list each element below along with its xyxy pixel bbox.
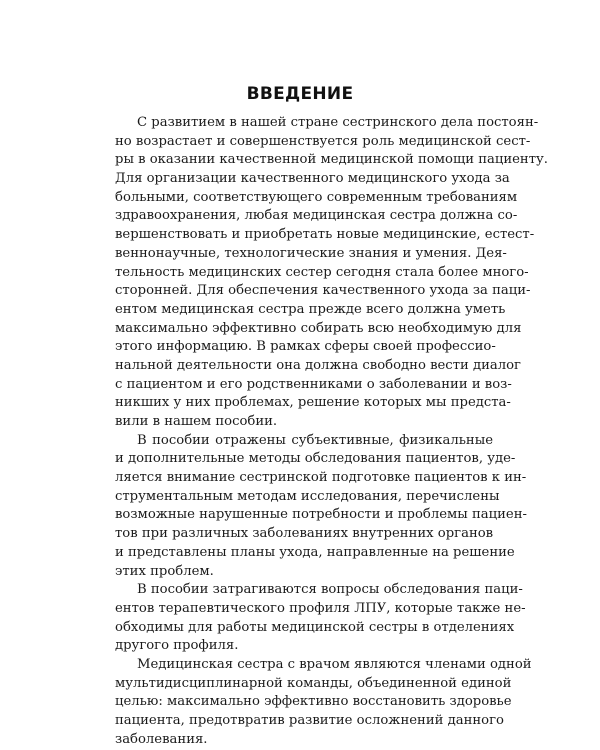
body-text [115,114,548,749]
text-line: и представлены планы ухода, направленные на решение [115,544,515,560]
text-line: В пособии затрагиваются вопросы обследования паци- [137,582,523,598]
text-line: тельность медицинских сестер сегодня стала более много- [115,264,529,280]
text-line: никших у них проблемах, решение которых мы предста- [115,395,511,411]
paragraph-1 [115,114,548,432]
text-line: Медицинская сестра с врачом являются членами одной [137,656,532,672]
text-line: веннонаучные, технологические знания и умения. Дея- [115,245,507,261]
text-line: максимально эффективно собирать всю необходимую для [115,320,522,336]
text-line: этих проблем. [115,563,214,579]
text-line: сторонней. Для обеспечения качественного ухода за паци- [115,283,531,299]
text-line: тов при различных заболеваниях внутренних органов [115,526,494,542]
text-line: В пособии отражены субъективные, физикальные [137,432,493,448]
text-line: С развитием в нашей стране сестринского дела постоян- [137,115,539,130]
text-line: обходимы для работы медицинской сестры в отделениях [115,619,515,635]
chapter-title: ВВЕДЕНИЕ [246,84,354,104]
paragraph-3 [115,581,526,656]
text-line: целью: максимально эффективно восстановить здоровье [115,694,512,710]
text-line: ры в оказании качественной медицинской помощи пациенту. [115,152,548,168]
text-line: струментальным методам исследования, перечислены [115,488,500,504]
paragraph-2 [115,432,527,582]
text-line: мультидисциплинарной команды, объединенной единой [115,675,512,691]
text-line: заболевания. [115,731,208,747]
text-line: вили в нашем пособии. [115,414,278,429]
text-line: здравоохранения, любая медицинская сестра должна со- [115,208,518,224]
text-line: ентов терапевтического профиля ЛПУ, которые также не- [115,600,526,616]
paragraph-4 [115,656,532,749]
text-line: Для организации качественного медицинского ухода за [115,171,510,187]
text-line: другого профиля. [115,638,239,654]
text-line: возможные нарушенные потребности и проблемы пациен- [115,507,527,523]
text-line: вершенствовать и приобретать новые медицинские, естест- [115,227,535,243]
text-line: но возрастает и совершенствуется роль медицинской сест- [115,133,531,149]
text-line: пациента, предотвратив развитие осложнений данного [115,713,504,728]
text-line: и дополнительные методы обследования пациентов, уде- [115,451,516,467]
text-line: больными, соответствующего современным требованиям [115,189,518,205]
text-line: с пациентом и его родственниками о заболевании и воз- [115,376,512,392]
text-line: ентом медицинская сестра прежде всего должна уметь [115,301,506,317]
text-line: ляется внимание сестринской подготовке пациентов к ин- [115,470,527,486]
text-line: нальной деятельности она должна свободно вести диалог [115,357,521,373]
text-line: этого информацию. В рамках сферы своей профессио- [115,339,496,355]
